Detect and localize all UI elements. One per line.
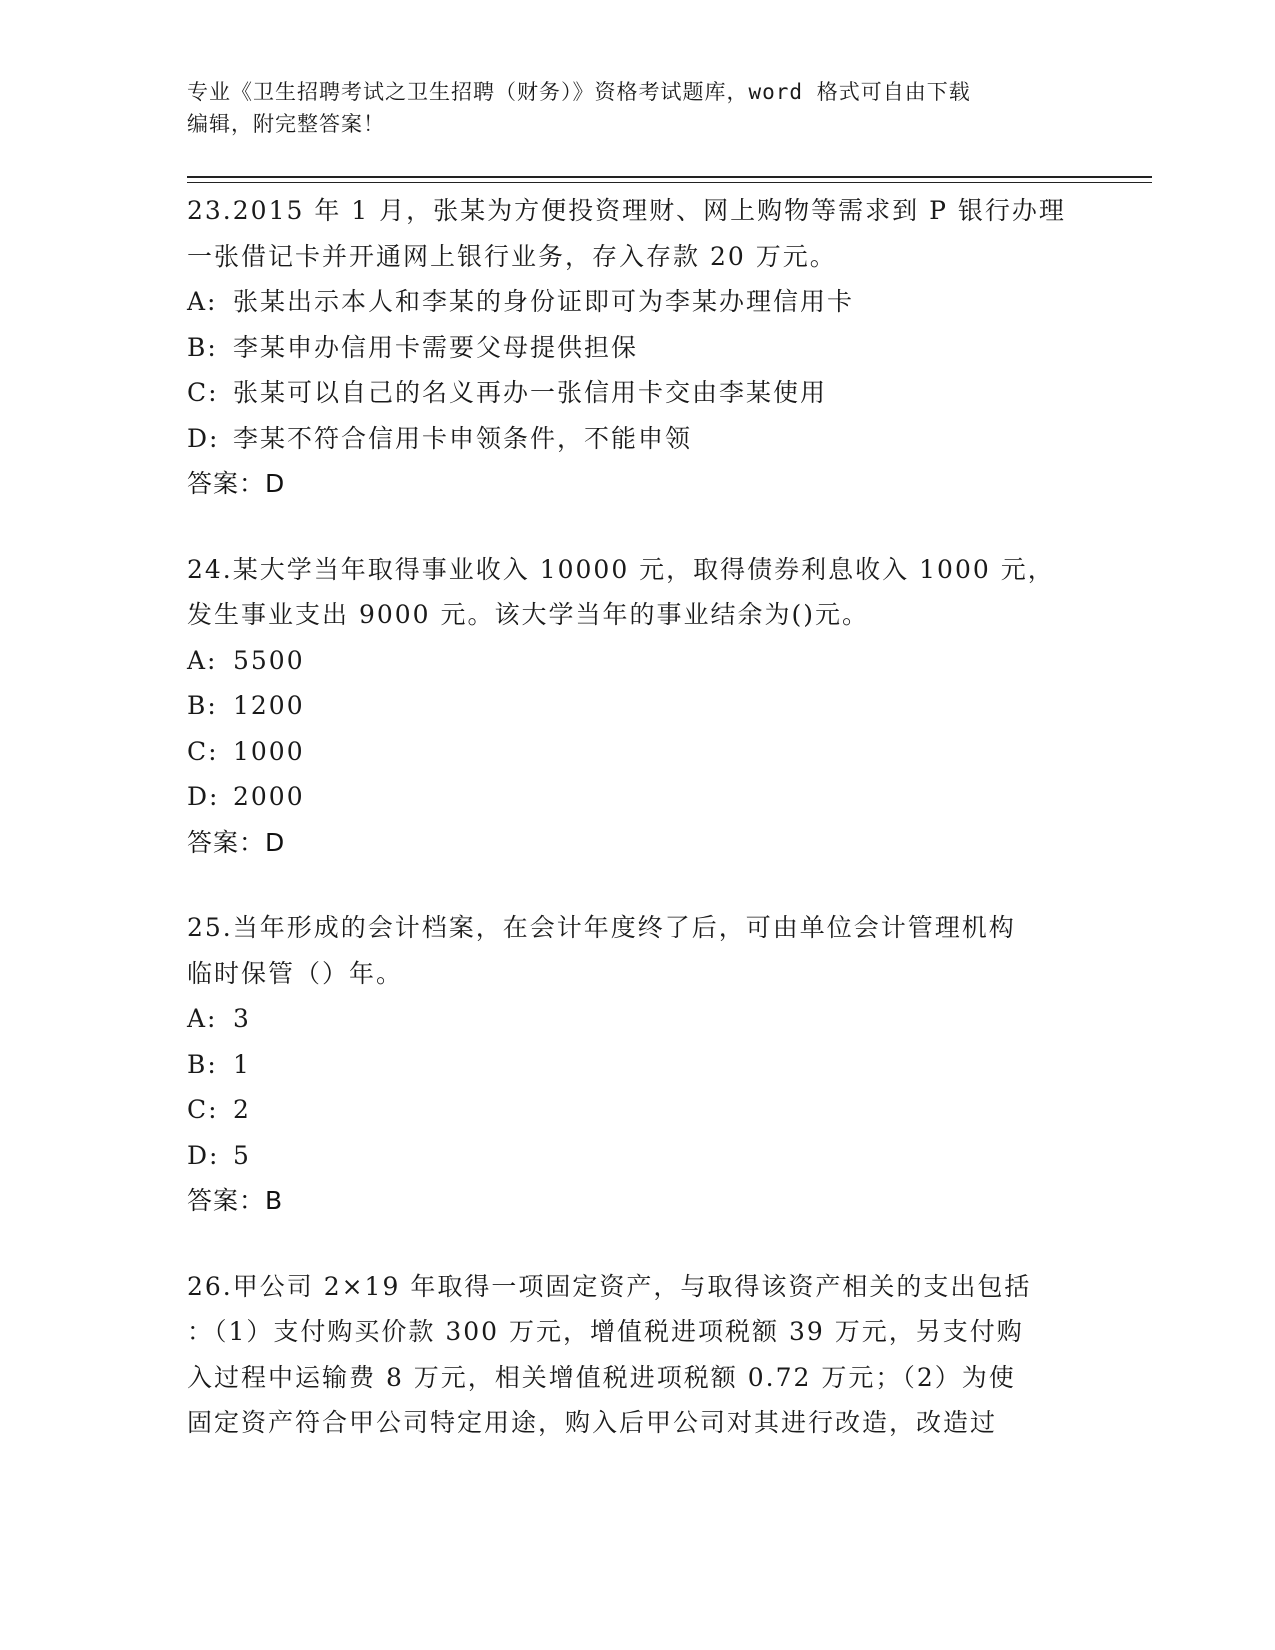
option-letter: A:: [187, 1004, 218, 1033]
answer-label: 答案：D: [187, 827, 286, 857]
question-text-line: 25.当年形成的会计档案，在会计年度终了后，可由单位会计管理机构: [187, 913, 1016, 942]
option-d: [187, 774, 1087, 820]
option-letter: C:: [187, 736, 219, 766]
document-header: [187, 76, 1067, 140]
option-a: [187, 279, 1087, 325]
question-24: [187, 547, 1087, 866]
question-text-line: 26.甲公司 2×19 年取得一项固定资产，与取得该资产相关的支出包括: [187, 1271, 1032, 1301]
option-b: [187, 325, 1087, 371]
option-letter: D:: [187, 423, 220, 453]
question-23: [187, 188, 1087, 507]
option-a: [187, 638, 1087, 684]
option-d: [187, 416, 1087, 462]
question-list: [187, 188, 1087, 1486]
question-text-line: 发生事业支出 9000 元。该大学当年的事业结余为()元。: [187, 600, 870, 629]
option-c: [187, 370, 1087, 416]
answer-label: 答案：B: [187, 1186, 284, 1215]
option-text: 张某出示本人和李某的身份证即可为李某办理信用卡: [233, 287, 855, 316]
option-text: 3: [233, 1004, 251, 1033]
option-letter: C:: [187, 378, 219, 407]
option-text: 1200: [233, 691, 305, 720]
question-text-line: ：（1）支付购买价款 300 万元，增值税进项税额 39 万元，另支付购: [187, 1317, 1024, 1346]
option-text: 1: [233, 1049, 251, 1079]
question-text-line: 临时保管（）年。: [187, 958, 404, 988]
option-letter: B:: [187, 332, 218, 362]
header-rule-thin: [187, 182, 1152, 183]
option-text: 5: [233, 1140, 251, 1170]
header-rule-thick: [187, 176, 1152, 178]
option-text: 5500: [233, 645, 305, 675]
option-text: 2000: [233, 782, 305, 811]
option-letter: B:: [187, 691, 218, 720]
question-text-line: 入过程中运输费 8 万元，相关增值税进项税额 0.72 万元；（2）为使: [187, 1362, 1016, 1392]
option-letter: D:: [187, 1140, 220, 1170]
header-line-1: 专业《卫生招聘考试之卫生招聘（财务）》资格考试题库，word 格式可自由下载: [187, 80, 971, 104]
answer-label: 答案：D: [187, 469, 286, 498]
question-text-line: 一张借记卡并开通网上银行业务，存入存款 20 万元。: [187, 241, 837, 271]
option-letter: C:: [187, 1095, 219, 1124]
option-text: 张某可以自己的名义再办一张信用卡交由李某使用: [233, 378, 828, 407]
question-26: [187, 1264, 1087, 1446]
option-text: 1000: [233, 736, 305, 766]
question-25: [187, 905, 1087, 1224]
option-text: 李某不符合信用卡申领条件，不能申领: [233, 423, 693, 453]
option-text: 李某申办信用卡需要父母提供担保: [233, 332, 639, 362]
option-letter: A:: [187, 645, 218, 675]
option-letter: D:: [187, 782, 220, 811]
option-text: 2: [233, 1095, 251, 1124]
option-b: [187, 683, 1087, 729]
question-text-line: 24.某大学当年取得事业收入 10000 元，取得债券利息收入 1000 元，: [187, 554, 1055, 584]
option-letter: B:: [187, 1049, 218, 1079]
option-b: [187, 1042, 1087, 1088]
option-c: [187, 1087, 1087, 1133]
option-d: [187, 1133, 1087, 1179]
option-a: [187, 996, 1087, 1042]
question-text-line: 固定资产符合甲公司特定用途，购入后甲公司对其进行改造，改造过: [187, 1408, 998, 1437]
option-letter: A:: [187, 287, 218, 316]
question-text-line: 23.2015 年 1 月，张某为方便投资理财、网上购物等需求到 P 银行办理: [187, 196, 1066, 225]
header-line-2: 编辑，附完整答案！: [187, 112, 385, 136]
option-c: [187, 729, 1087, 775]
